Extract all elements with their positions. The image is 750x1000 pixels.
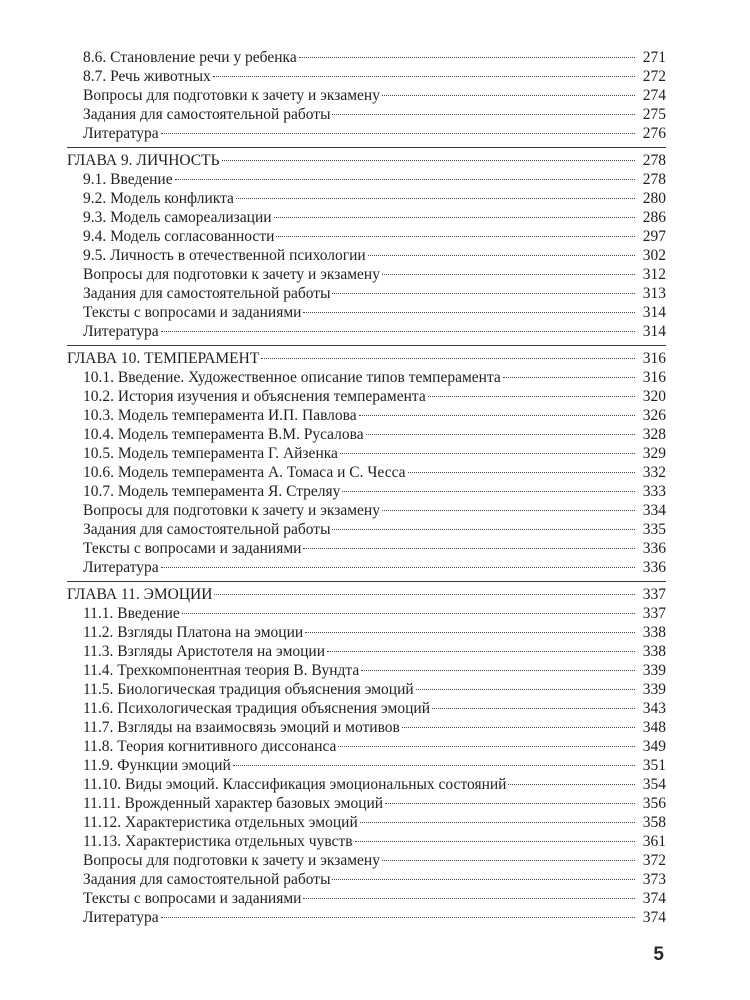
toc-entry-title: 10.2. История изучения и объяснения темперамента — [83, 388, 426, 405]
toc-entry-page: 337 — [642, 605, 666, 622]
toc-entry-title: Вопросы для подготовки к зачету и экзамену — [83, 502, 380, 519]
dot-leader — [366, 433, 635, 435]
toc-section — [67, 48, 666, 143]
toc-entry-page: 278 — [642, 171, 666, 188]
toc-entry-title: 11.5. Биологическая традиция объяснения эмоций — [83, 681, 414, 698]
dot-leader — [303, 311, 635, 313]
toc-entry-page: 313 — [642, 285, 666, 302]
dot-leader — [303, 897, 635, 899]
toc-entry-page: 335 — [642, 521, 666, 538]
toc-entry-page: 374 — [642, 890, 666, 907]
toc-entry-page: 312 — [642, 266, 666, 283]
toc-entry-page: 349 — [642, 738, 666, 755]
toc-entry[interactable] — [67, 48, 666, 67]
toc-entry-title: 11.9. Функции эмоций — [83, 757, 231, 774]
toc-entry[interactable] — [67, 170, 666, 189]
toc-entry[interactable] — [67, 756, 666, 775]
toc-entry[interactable] — [67, 501, 666, 520]
toc-entry-page: 372 — [642, 852, 666, 869]
toc-entry-page: 297 — [642, 228, 666, 245]
dot-leader — [332, 113, 635, 115]
section-divider — [67, 147, 666, 148]
toc-entry-page: 333 — [642, 483, 666, 500]
toc-entry[interactable] — [67, 699, 666, 718]
toc-entry-title: Вопросы для подготовки к зачету и экзамену — [83, 87, 380, 104]
toc-section — [67, 349, 666, 577]
dot-leader — [233, 764, 635, 766]
toc-entry-title: 11.4. Трехкомпонентная теория В. Вундта — [83, 662, 360, 679]
toc-entry-page: 356 — [642, 795, 666, 812]
toc-entry-page: 373 — [642, 871, 666, 888]
toc-entry[interactable] — [67, 718, 666, 737]
toc-entry-page: 374 — [642, 909, 666, 926]
toc-chapter-entry[interactable] — [67, 585, 666, 604]
toc-entry-page: 272 — [642, 68, 666, 85]
toc-chapter-entry[interactable] — [67, 349, 666, 368]
dot-leader — [332, 292, 635, 294]
toc-entry[interactable] — [67, 463, 666, 482]
toc-entry-page: 338 — [642, 643, 666, 660]
toc-entry[interactable] — [67, 387, 666, 406]
toc-entry-page: 302 — [642, 247, 666, 264]
toc-entry-page: 280 — [642, 190, 666, 207]
toc-entry-title: 11.2. Взгляды Платона на эмоции — [83, 624, 304, 641]
toc-entry-page: 314 — [642, 323, 666, 340]
toc-entry[interactable] — [67, 642, 666, 661]
toc-entry[interactable] — [67, 851, 666, 870]
toc-entry[interactable] — [67, 208, 666, 227]
toc-entry[interactable] — [67, 124, 666, 143]
dot-leader — [332, 528, 635, 530]
toc-section — [67, 585, 666, 927]
toc-entry[interactable] — [67, 425, 666, 444]
toc-entry-page: 338 — [642, 624, 666, 641]
toc-entry-title: 10.7. Модель темперамента Я. Стреляу — [83, 483, 341, 500]
dot-leader — [303, 547, 635, 549]
toc-entry[interactable] — [67, 227, 666, 246]
toc-entry-page: 361 — [642, 833, 666, 850]
dot-leader — [355, 840, 635, 842]
toc-entry[interactable] — [67, 303, 666, 322]
dot-leader — [161, 132, 635, 134]
toc-entry-title: 9.3. Модель самореализации — [83, 209, 272, 226]
dot-leader — [361, 669, 635, 671]
toc-entry-page: 343 — [642, 700, 666, 717]
dot-leader — [222, 159, 636, 161]
toc-entry[interactable] — [67, 539, 666, 558]
table-of-contents — [67, 48, 666, 927]
toc-entry-title: 10.5. Модель темперамента Г. Айзенка — [83, 445, 338, 462]
page-number: 5 — [653, 944, 664, 965]
toc-entry-title: Вопросы для подготовки к зачету и экзамену — [83, 266, 380, 283]
dot-leader — [182, 612, 635, 614]
toc-entry-page: 336 — [642, 540, 666, 557]
toc-entry[interactable] — [67, 322, 666, 341]
toc-entry-title: 11.8. Теория когнитивного диссонанса — [83, 738, 337, 755]
toc-entry[interactable] — [67, 406, 666, 425]
dot-leader — [175, 178, 635, 180]
toc-entry-page: 328 — [642, 426, 666, 443]
toc-entry[interactable] — [67, 482, 666, 501]
toc-entry[interactable] — [67, 284, 666, 303]
toc-entry-page: 339 — [642, 681, 666, 698]
toc-entry-title: 11.11. Врожденный характер базовых эмоций — [83, 795, 384, 812]
dot-leader — [368, 254, 635, 256]
toc-entry[interactable] — [67, 813, 666, 832]
toc-entry-page: 339 — [642, 662, 666, 679]
toc-entry[interactable] — [67, 444, 666, 463]
toc-entry[interactable] — [67, 265, 666, 284]
dot-leader — [432, 707, 635, 709]
toc-entry-page: 329 — [642, 445, 666, 462]
toc-entry-page: 316 — [642, 350, 666, 367]
dot-leader — [338, 745, 635, 747]
dot-leader — [214, 593, 635, 595]
toc-entry-page: 286 — [642, 209, 666, 226]
toc-entry-title: 11.13. Характеристика отдельных чувств — [83, 833, 353, 850]
toc-entry-page: 276 — [642, 125, 666, 142]
toc-entry-page: 351 — [642, 757, 666, 774]
toc-entry[interactable] — [67, 775, 666, 794]
dot-leader — [428, 395, 635, 397]
toc-entry[interactable] — [67, 604, 666, 623]
dot-leader — [340, 452, 635, 454]
dot-leader — [416, 688, 635, 690]
toc-entry-page: 334 — [642, 502, 666, 519]
toc-entry-title: 9.4. Модель согласованности — [83, 228, 275, 245]
toc-entry-page: 320 — [642, 388, 666, 405]
toc-entry-page: 274 — [642, 87, 666, 104]
toc-entry-title: Литература — [83, 323, 159, 340]
dot-leader — [327, 650, 635, 652]
dot-leader — [161, 566, 635, 568]
dot-leader — [408, 471, 635, 473]
toc-entry[interactable] — [67, 908, 666, 927]
toc-entry-title: 9.5. Личность в отечественной психологии — [83, 247, 366, 264]
toc-entry[interactable] — [67, 105, 666, 124]
dot-leader — [382, 94, 635, 96]
toc-entry-title: ГЛАВА 10. ТЕМПЕРАМЕНТ — [67, 350, 260, 367]
toc-entry-title: 10.4. Модель темперамента В.М. Русалова — [83, 426, 364, 443]
toc-entry[interactable] — [67, 189, 666, 208]
dot-leader — [402, 726, 635, 728]
dot-leader — [342, 490, 635, 492]
dot-leader — [274, 216, 635, 218]
toc-entry-page: 316 — [642, 369, 666, 386]
toc-entry-title: 11.3. Взгляды Аристотеля на эмоции — [83, 643, 326, 660]
toc-entry-page: 337 — [642, 586, 666, 603]
toc-entry-title: Вопросы для подготовки к зачету и экзамену — [83, 852, 380, 869]
dot-leader — [382, 273, 635, 275]
toc-entry-title: 9.1. Введение — [83, 171, 173, 188]
dot-leader — [299, 56, 635, 58]
toc-entry[interactable] — [67, 680, 666, 699]
toc-entry-title: Литература — [83, 909, 159, 926]
toc-entry-title: Литература — [83, 559, 159, 576]
toc-entry-title: 8.6. Становление речи у ребенка — [83, 49, 297, 66]
dot-leader — [213, 75, 635, 77]
toc-entry-title: Задания для самостоятельной работы — [83, 285, 331, 302]
toc-entry-title: 11.10. Виды эмоций. Классификация эмоциональных состояний — [83, 776, 507, 793]
dot-leader — [161, 916, 635, 918]
dot-leader — [236, 197, 635, 199]
toc-entry[interactable] — [67, 889, 666, 908]
toc-entry[interactable] — [67, 870, 666, 889]
dot-leader — [305, 631, 635, 633]
toc-entry-title: Тексты с вопросами и заданиями — [83, 540, 302, 557]
toc-entry-title: 9.2. Модель конфликта — [83, 190, 234, 207]
toc-entry-page: 271 — [642, 49, 666, 66]
toc-entry-page: 332 — [642, 464, 666, 481]
dot-leader — [382, 859, 635, 861]
section-divider — [67, 581, 666, 582]
toc-entry-page: 348 — [642, 719, 666, 736]
toc-entry-page: 358 — [642, 814, 666, 831]
toc-entry-page: 314 — [642, 304, 666, 321]
dot-leader — [161, 330, 635, 332]
section-divider — [67, 345, 666, 346]
toc-entry-page: 354 — [642, 776, 666, 793]
toc-entry-title: Тексты с вопросами и заданиями — [83, 890, 302, 907]
dot-leader — [360, 821, 635, 823]
toc-entry-title: 10.3. Модель темперамента И.П. Павлова — [83, 407, 357, 424]
toc-entry[interactable] — [67, 623, 666, 642]
toc-entry[interactable] — [67, 737, 666, 756]
dot-leader — [261, 357, 635, 359]
toc-entry[interactable] — [67, 661, 666, 680]
toc-entry-title: 11.6. Психологическая традиция объяснения эмоций — [83, 700, 431, 717]
dot-leader — [332, 878, 635, 880]
toc-entry[interactable] — [67, 368, 666, 387]
toc-entry-page: 278 — [642, 152, 666, 169]
toc-entry[interactable] — [67, 832, 666, 851]
toc-entry-title: Задания для самостоятельной работы — [83, 871, 331, 888]
dot-leader — [359, 414, 635, 416]
toc-entry[interactable] — [67, 558, 666, 577]
dot-leader — [503, 376, 635, 378]
toc-entry-title: ГЛАВА 11. ЭМОЦИИ — [67, 586, 213, 603]
dot-leader — [508, 783, 635, 785]
toc-entry[interactable] — [67, 67, 666, 86]
toc-entry-title: 8.7. Речь животных — [83, 68, 211, 85]
dot-leader — [385, 802, 635, 804]
dot-leader — [382, 509, 635, 511]
toc-entry[interactable] — [67, 86, 666, 105]
toc-entry-page: 336 — [642, 559, 666, 576]
toc-entry-title: 10.1. Введение. Художественное описание типов темперамента — [83, 369, 501, 386]
toc-entry-page: 275 — [642, 106, 666, 123]
toc-entry-title: 11.7. Взгляды на взаимосвязь эмоций и мотивов — [83, 719, 400, 736]
toc-entry-title: Тексты с вопросами и заданиями — [83, 304, 302, 321]
toc-entry-title: Литература — [83, 125, 159, 142]
dot-leader — [276, 235, 635, 237]
toc-chapter-entry[interactable] — [67, 151, 666, 170]
toc-entry-title: 11.1. Введение — [83, 605, 180, 622]
toc-entry[interactable] — [67, 520, 666, 539]
toc-entry-title: Задания для самостоятельной работы — [83, 521, 331, 538]
toc-entry-title: ГЛАВА 9. ЛИЧНОСТЬ — [67, 152, 220, 169]
toc-entry-title: 11.12. Характеристика отдельных эмоций — [83, 814, 358, 831]
toc-entry-title: Задания для самостоятельной работы — [83, 106, 331, 123]
toc-section — [67, 151, 666, 341]
toc-entry-page: 326 — [642, 407, 666, 424]
toc-entry[interactable] — [67, 246, 666, 265]
toc-entry-title: 10.6. Модель темперамента А. Томаса и С. Чесса — [83, 464, 406, 481]
toc-entry[interactable] — [67, 794, 666, 813]
